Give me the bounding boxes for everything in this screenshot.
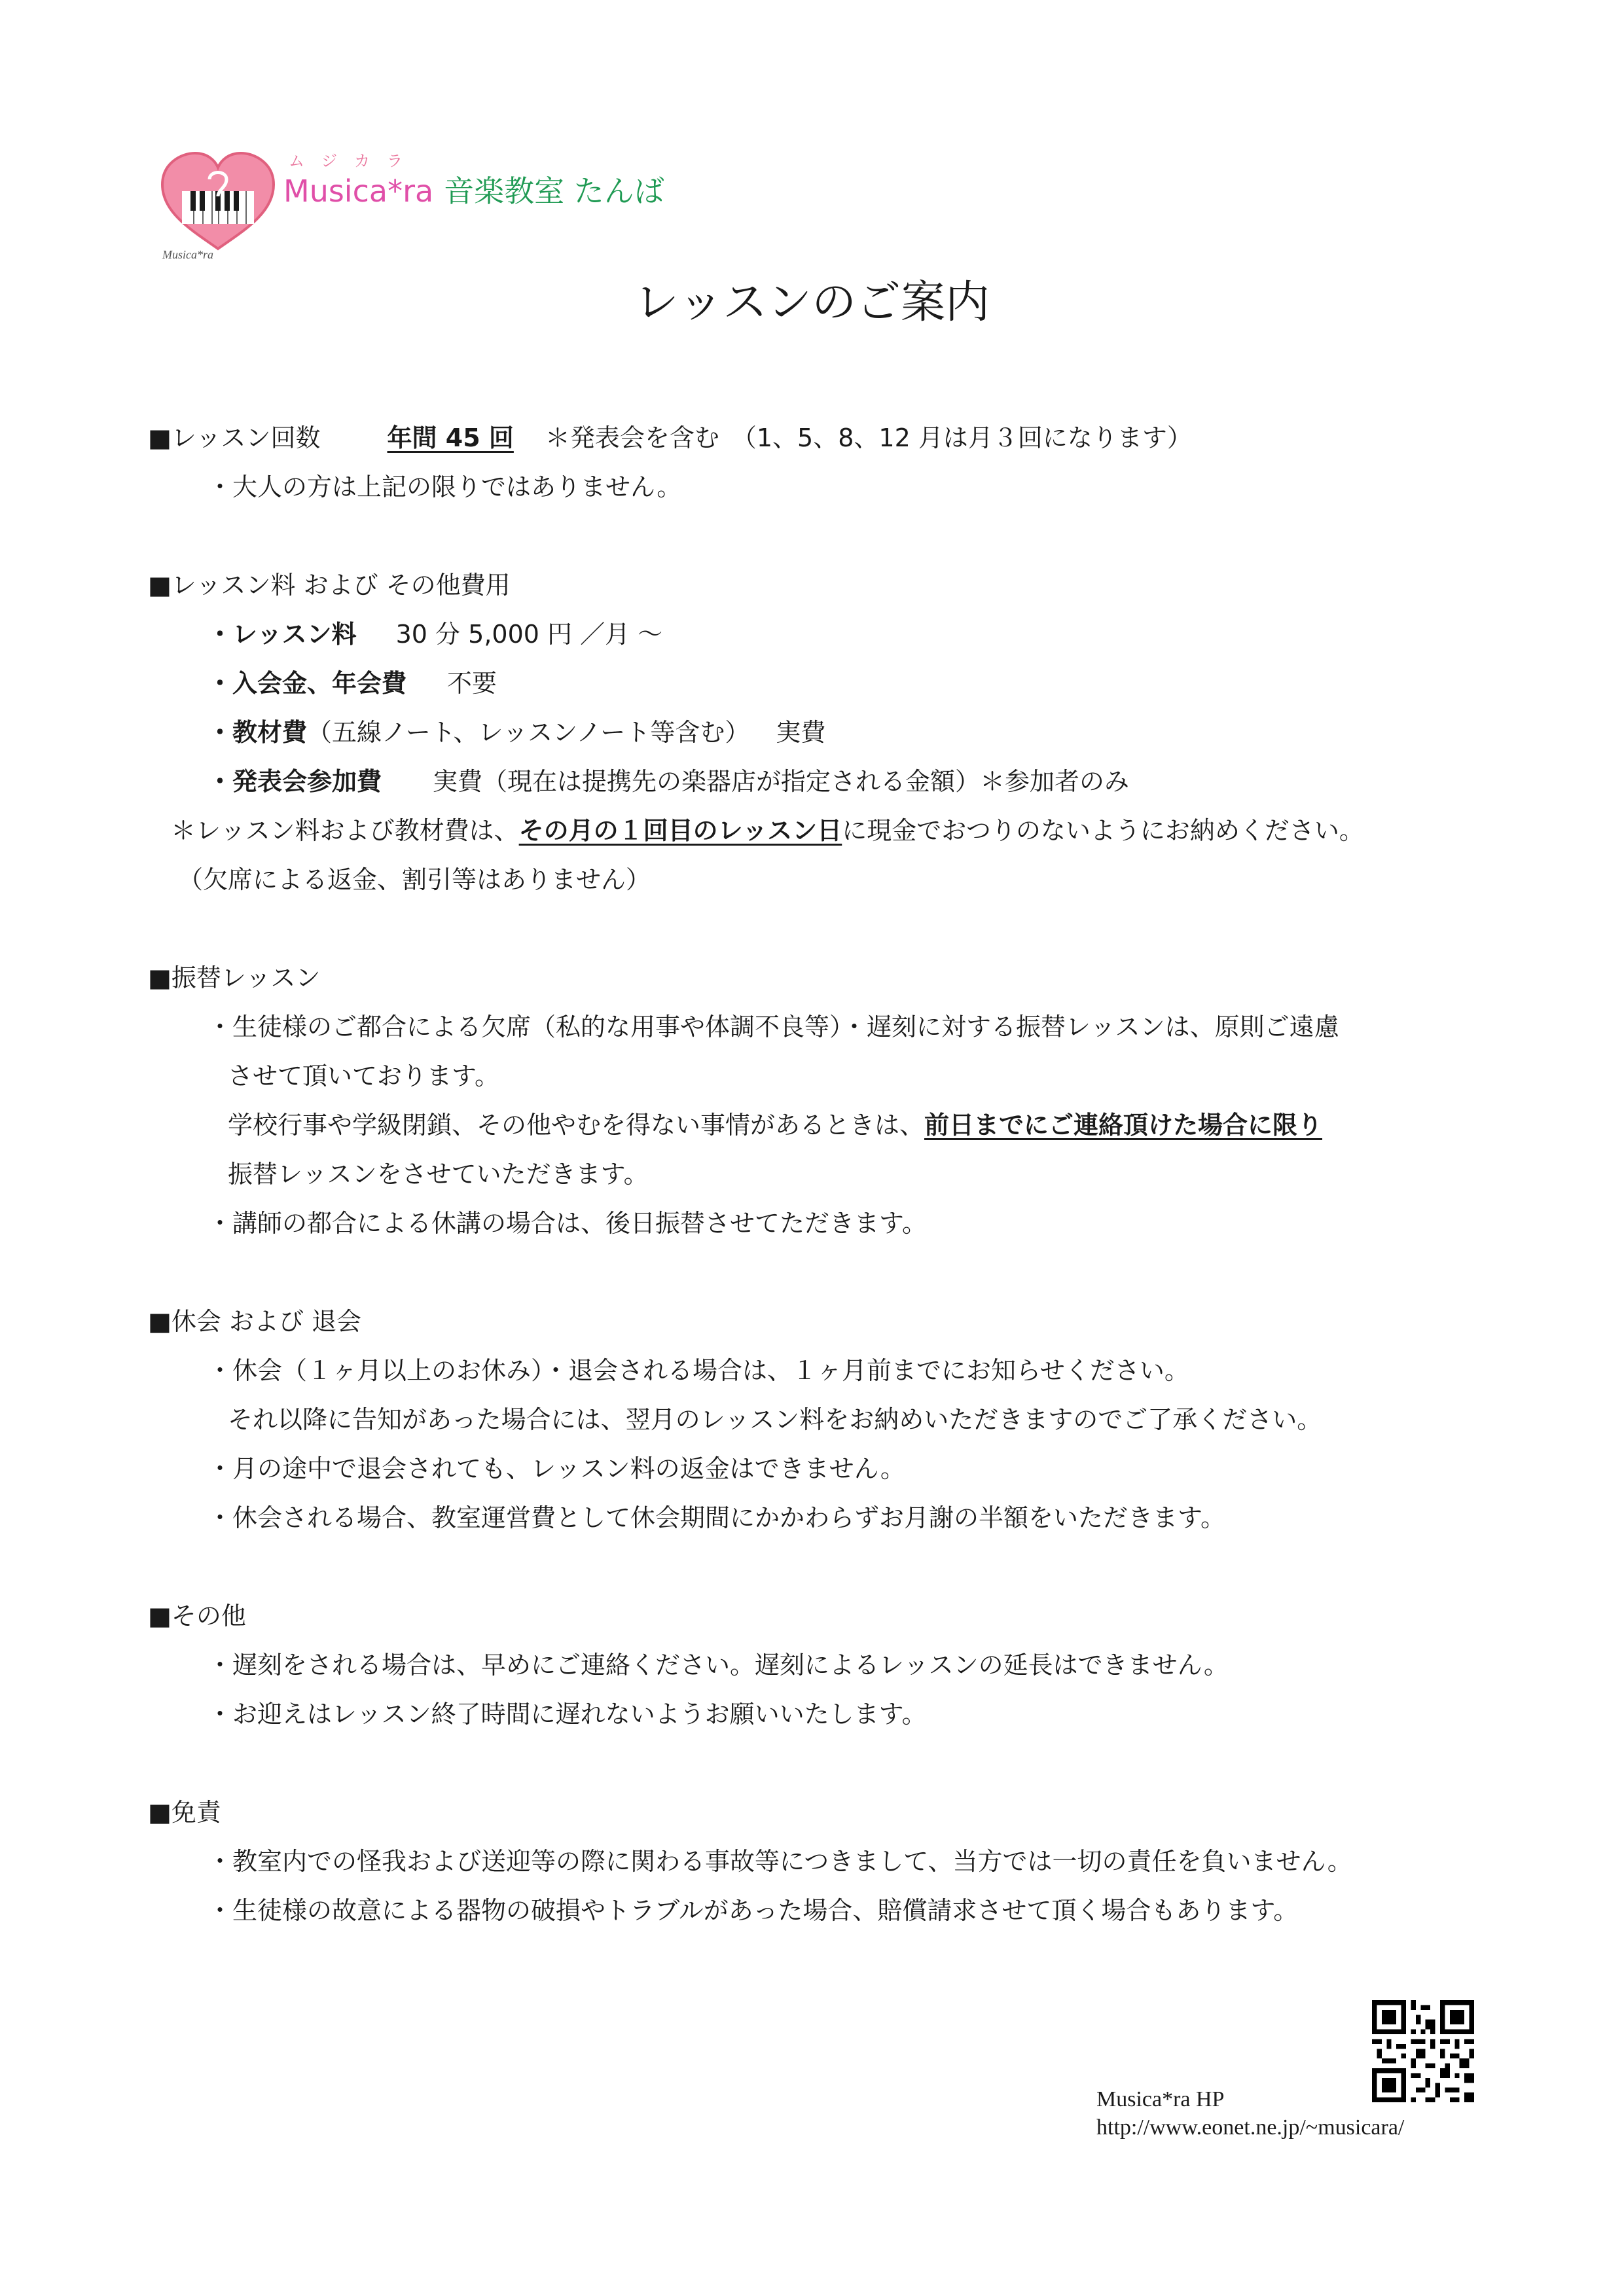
payment-pre: ＊レッスン料および教材費は、 bbox=[171, 816, 519, 845]
leave-line: ・月の途中で退会されても、レッスン料の返金はできません。 bbox=[208, 1454, 905, 1483]
brand-name bbox=[283, 168, 664, 211]
fee-value: 実費（現在は提携先の楽器店が指定される金額）＊参加者のみ bbox=[433, 767, 1130, 796]
disclaimer-line: ・教室内での怪我および送迎等の際に関わる事故等につきまして、当方では一切の責任を負いません。 bbox=[208, 1847, 1352, 1876]
section-heading: ■振替レッスン bbox=[148, 963, 321, 992]
lesson-info bbox=[148, 414, 1542, 1935]
fee-value: 不要 bbox=[447, 669, 497, 698]
fee-label: ・レッスン料 bbox=[208, 620, 357, 649]
disclaimer-line: ・生徒様の故意による器物の破損やトラブルがあった場合、賠償請求させて頂く場合もあります。 bbox=[208, 1896, 1299, 1925]
leave-line: ・休会（１ヶ月以上のお休み）・退会される場合は、１ヶ月前までにお知らせください。 bbox=[208, 1356, 1189, 1385]
fee-label: ・教材費 bbox=[208, 718, 308, 747]
footer bbox=[1096, 2085, 1404, 2142]
section-heading: ■休会 および 退会 bbox=[148, 1307, 362, 1336]
fee-recital bbox=[148, 757, 1542, 806]
makeup-line: ・講師の都合による休講の場合は、後日振替させてただきます。 bbox=[208, 1209, 927, 1238]
homepage-label: Musica*ra HP bbox=[1096, 2087, 1225, 2111]
section-heading: ■その他 bbox=[148, 1602, 246, 1630]
leave-line: それ以降に告知があった場合には、翌月のレッスン料をお納めいただきますのでご了承ください。 bbox=[228, 1405, 1322, 1434]
section-count bbox=[148, 414, 1542, 463]
section-heading: ■レッスン回数 bbox=[148, 423, 321, 452]
no-refund-note: （欠席による返金、割引等はありません） bbox=[178, 865, 651, 894]
makeup-line: 振替レッスンをさせていただきます。 bbox=[228, 1160, 649, 1189]
fee-value: 実費 bbox=[776, 718, 826, 747]
header bbox=[156, 144, 745, 262]
makeup-condition bbox=[148, 1101, 1542, 1150]
section-heading: ■免責 bbox=[148, 1798, 221, 1827]
fee-entry bbox=[148, 659, 1542, 708]
payment-post: に現金でおつりのないようにお納めください。 bbox=[842, 816, 1364, 845]
heart-piano-logo bbox=[156, 151, 280, 262]
homepage-url[interactable]: http://www.eonet.ne.jp/~musicara/ bbox=[1096, 2115, 1405, 2140]
lesson-count-note: ＊発表会を含む （1、5、8、12 月は月３回になります） bbox=[545, 423, 1192, 452]
makeup-line: させて頂いております。 bbox=[228, 1062, 499, 1090]
logo-caption: Musica*ra bbox=[162, 248, 213, 261]
page-title: レッスンのご案内 bbox=[634, 277, 990, 329]
fee-label: ・入会金、年会費 bbox=[208, 669, 407, 698]
makeup-pre: 学校行事や学級閉鎖、その他やむを得ない事情があるときは、 bbox=[228, 1111, 925, 1139]
lesson-count-value: 年間 45 回 bbox=[387, 423, 514, 452]
fee-value: 30 分 5,000 円 ／月 ～ bbox=[395, 620, 663, 649]
fee-lesson bbox=[148, 610, 1542, 659]
fee-materials bbox=[148, 708, 1542, 757]
other-line: ・遅刻をされる場合は、早めにご連絡ください。遅刻によるレッスンの延長はできません。 bbox=[208, 1651, 1229, 1679]
brand-kana: ムジカラ bbox=[289, 152, 420, 170]
brand-latin: Musica*ra bbox=[283, 173, 434, 209]
section-heading: ■レッスン料 および その他費用 bbox=[148, 571, 511, 600]
brand-jp: 音楽教室 たんば bbox=[444, 173, 664, 209]
adult-note: ・大人の方は上記の限りではありません。 bbox=[208, 473, 682, 501]
fee-detail: （五線ノート、レッスンノート等含む） bbox=[307, 718, 750, 747]
payment-emphasis: その月の１回目のレッスン日 bbox=[518, 816, 842, 845]
leave-line: ・休会される場合、教室運営費として休会期間にかかわらずお月謝の半額をいただきます。 bbox=[208, 1503, 1225, 1532]
other-line: ・お迎えはレッスン終了時間に遅れないようお願いいたします。 bbox=[208, 1700, 927, 1729]
makeup-emphasis: 前日までにご連絡頂けた場合に限り bbox=[924, 1111, 1323, 1139]
makeup-line: ・生徒様のご都合による欠席（私的な用事や体調不良等）・遅刻に対する振替レッスンは、原則ご遠慮 bbox=[208, 1013, 1339, 1041]
payment-note bbox=[148, 806, 1542, 855]
fee-label: ・発表会参加費 bbox=[208, 767, 382, 796]
